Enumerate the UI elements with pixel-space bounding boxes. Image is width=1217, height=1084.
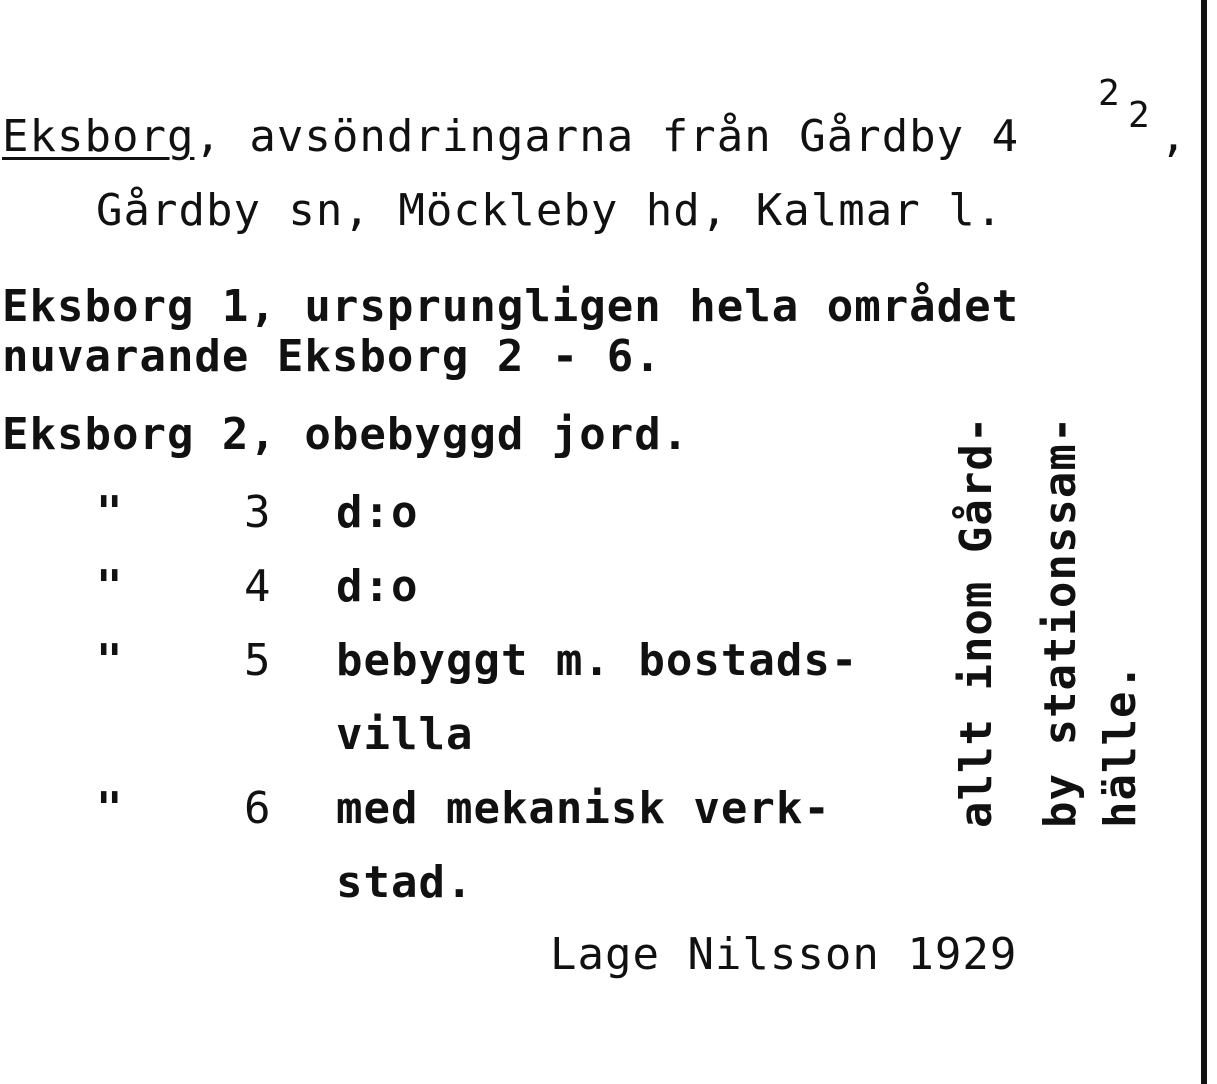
heading-trail: , xyxy=(1160,111,1188,162)
signature: Lage Nilsson 1929 xyxy=(550,929,1018,980)
entry2-line: Eksborg 2, obebyggd jord. xyxy=(2,409,690,460)
card-right-edge xyxy=(1201,0,1207,1084)
side-note-col1: allt inom Gård- xyxy=(951,415,1002,828)
row-ditto: " xyxy=(96,635,124,686)
row-ditto: " xyxy=(96,487,124,538)
side-note-col3: hälle. xyxy=(1095,663,1146,828)
row-ditto: " xyxy=(96,561,124,612)
row-number: 4 xyxy=(244,561,272,612)
row-text: villa xyxy=(336,709,474,760)
side-note-col2: by stationssam- xyxy=(1035,415,1086,828)
row-number: 3 xyxy=(244,487,272,538)
row-text: d:o xyxy=(336,487,419,538)
row-text: med mekanisk verk- xyxy=(336,783,831,834)
heading-line xyxy=(2,112,1019,162)
heading-rest: , avsöndringarna från Gårdby 4 xyxy=(194,111,1020,162)
heading-superscript-right: 2 xyxy=(1128,95,1150,136)
row-text: d:o xyxy=(336,561,419,612)
location-line: Gårdby sn, Möckleby hd, Kalmar l. xyxy=(96,185,1004,236)
entry1-line1: Eksborg 1, ursprungligen hela området xyxy=(2,281,1020,332)
row-text: bebyggt m. bostads- xyxy=(336,635,859,686)
row-ditto: " xyxy=(96,783,124,834)
heading-superscript-top: 2 xyxy=(1098,73,1120,114)
row-number: 6 xyxy=(244,783,272,834)
row-text: stad. xyxy=(336,857,474,908)
entry1-line2: nuvarande Eksborg 2 - 6. xyxy=(2,331,662,382)
heading-name: Eksborg xyxy=(2,111,195,162)
row-number: 5 xyxy=(244,635,272,686)
